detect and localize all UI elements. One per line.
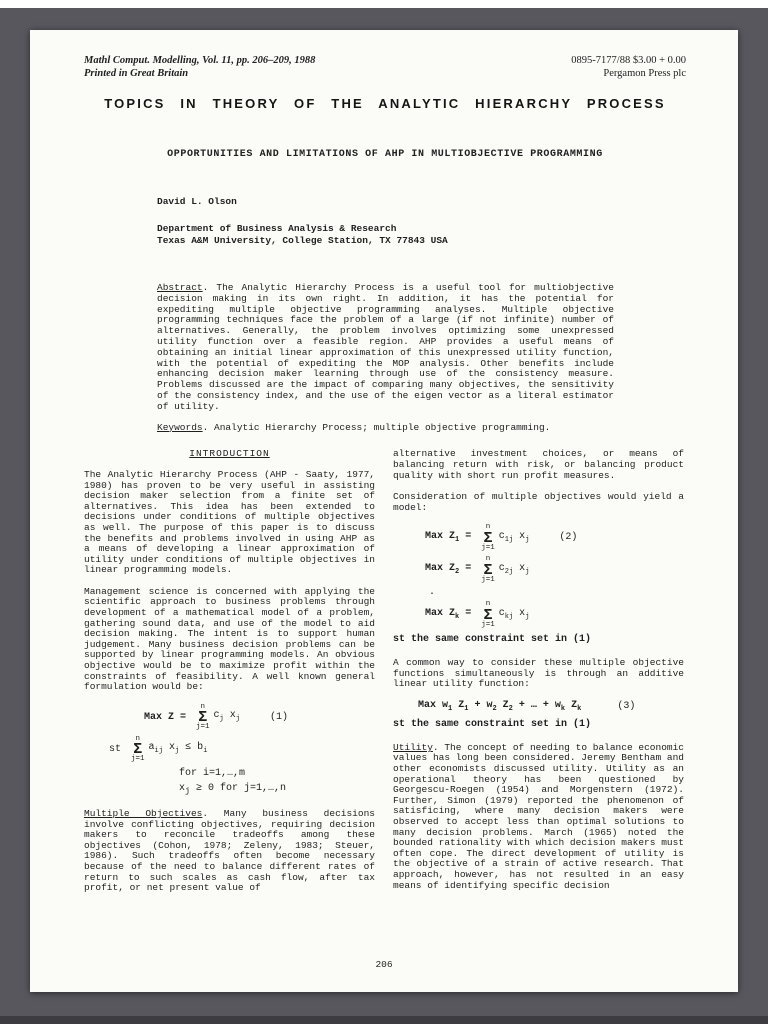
constraint-rhs: $a_{ij}$ $x_j \le b_i$ [148, 742, 208, 756]
journal-issn-publisher [571, 54, 686, 80]
page-gap-shadow [0, 1016, 768, 1024]
journal-issn: 0895-7177/88 $3.00 + 0.00 [571, 55, 686, 66]
journal-header [84, 54, 686, 80]
equation-2b-rhs: $c_{2j}$ $x_j$ [498, 562, 530, 576]
equation-2a-lhs: Max $Z_1$ = [425, 530, 472, 544]
summation-symbol: n Σ j=1 [481, 600, 495, 629]
summation-symbol: n Σ j=1 [481, 523, 495, 552]
equation-2a [425, 524, 684, 552]
multiobjective-model-paragraph: Consideration of multiple objectives would yield a model: [393, 491, 684, 513]
page-number: 206 [375, 959, 393, 970]
additive-utility-paragraph: A common way to consider these multiple objective functions simultaneously is through an additive linear utility function: [393, 656, 684, 690]
equation-2b [425, 556, 684, 584]
nonnegativity-line: $x_j \ge 0$ for j=1,…,n [179, 783, 287, 797]
equation-2-number: (2) [559, 532, 578, 544]
equation-2c-rhs: $c_{kj}$ $x_j$ [498, 607, 530, 621]
equation-1-rhs: $c_j$ $x_j$ [213, 710, 240, 724]
viewer-below-page [0, 1004, 768, 1024]
affiliation-department: Department of Business Analysis & Research [157, 223, 397, 234]
intro-paragraph-1: The Analytic Hierarchy Process (AHP - Saaty, 1977, 1980) has proven to be very useful in assisting decision maker selection from a finite set of alternatives. This idea has been extended to decisions under conditions of multiple objectives as well. The purpose of this paper is to discuss the benefits and problems involved in using AHP as a means of developing a linear approximation of utility under conditions of multiple objectives in linear programming models. [84, 468, 375, 576]
paper-title: TOPICS IN THEORY OF THE ANALYTIC HIERARCHY PROCESS [104, 96, 666, 111]
author-name: David L. Olson [157, 196, 237, 207]
keywords-text: . Analytic Hierarchy Process; multiple objective programming. [202, 421, 551, 433]
utility-text: . The concept of needing to balance economic values has long been considered. Jeremy Bentham and other economists discussed utility. Utility as an operational theory has been questioned by Georgescu-Roegen (1954) and Morgenstern (1972). Further, Simon (1979) reported the phenomenon of satisficing, where many decision makers were observed to accept less than optimal solutions to many decision problems. March (1965) noted the bounded rationality with which decision makers must often cope. The direct development of utility is the objective of a strain of active research. That approach, however, has not resulted in an easy means of identifying specific decision [393, 741, 684, 891]
summation-symbol: n Σ j=1 [131, 734, 145, 764]
journal-printed-in: Printed in Great Britain [84, 68, 189, 79]
equation-3 [418, 701, 684, 715]
summation-symbol: n Σ j=1 [196, 702, 210, 732]
keywords-label: Keywords [157, 421, 203, 433]
paper-subtitle: OPPORTUNITIES AND LIMITATIONS OF AHP IN MULTIOBJECTIVE PROGRAMMING [167, 149, 603, 160]
right-column [393, 449, 684, 904]
multiple-objectives-text: . Many business decisions involve conflicting objectives, requiring decision makers to reconcile tradeoffs among these objectives (Cohon, 1978; Zeleny, 1983; Steuer, 1986). Such tradeoffs often become necessary because of the need to balance different rates of return to such scales as cash flow, after tax profit, or net present value of [84, 808, 375, 894]
abstract-paragraph [157, 283, 614, 413]
introduction-heading: INTRODUCTION [189, 448, 270, 460]
keywords-line [157, 423, 614, 434]
viewer-top-strip [0, 0, 768, 8]
author-affiliation [157, 223, 686, 247]
equation-2-constraint: st the same constraint set in (1) [393, 634, 592, 646]
equation-3-body: Max $w_1$ $Z_1 + w_2$ $Z_2$ + … + $w_k$ $Z_k$ [418, 699, 582, 713]
equation-1-lhs: Max Z = [144, 711, 187, 723]
document-viewer [0, 8, 768, 1024]
equation-2c [425, 601, 684, 629]
equation-1-number: (1) [269, 711, 288, 723]
multiple-objectives-label: Multiple Objectives [84, 808, 203, 820]
summation-symbol: n Σ j=1 [481, 555, 495, 584]
journal-citation: Mathl Comput. Modelling, Vol. 11, pp. 206–209, 1988 [84, 55, 316, 66]
equation-2c-lhs: Max $Z_k$ = [425, 607, 472, 621]
affiliation-university: Texas A&M University, College Station, TX 77843 USA [157, 235, 448, 246]
journal-publisher: Pergamon Press plc [603, 68, 686, 79]
continuation-paragraph: alternative investment choices, or means of balancing return with risk, or balancing product quality with short run profit measures. [393, 448, 684, 481]
equation-2a-rhs: $c_{1j}$ $x_j$ [498, 530, 530, 544]
st-label: st [109, 743, 122, 755]
journal-info [84, 54, 315, 80]
equation-1 [144, 704, 375, 732]
utility-paragraph [393, 743, 684, 891]
multiple-objectives-paragraph [84, 809, 375, 894]
paper-page [30, 30, 738, 992]
equation-block-1 [84, 704, 375, 797]
equation-block-2 [393, 524, 684, 646]
left-column [84, 449, 375, 904]
equation-3-number: (3) [617, 701, 636, 713]
abstract-label: Abstract [157, 282, 203, 293]
equation-1-constraint [109, 736, 375, 764]
intro-paragraph-2: Management science is concerned with applying the scientific approach to business problems through development of a mathematical model of a problem, gathering sound data, and use of the model to aid decision making. The intent is to support human judgement. Many business decision problems can be supported by linear programming models. An obvious objective would be to maximize profit within the constraints of feasibility. A well known general formulation would be: [84, 585, 375, 693]
equation-block-3 [393, 701, 684, 731]
vertical-ellipsis: . [429, 587, 436, 599]
equation-2b-lhs: Max $Z_2$ = [425, 562, 472, 576]
utility-label: Utility [393, 741, 433, 753]
two-column-body [84, 449, 686, 904]
index-range-line: for i=1,…,m [179, 767, 246, 779]
abstract-text: . The Analytic Hierarchy Process is a useful tool for multiobjective decision making in its own right. In addition, it has the potential for expediting multiple objective programming analyses. Multiple objective programming techniques face the problem of a large (if not infinite) number of alternatives. Generally, the problem involves optimizing some unexpressed utility function over a feasible region. AHP provides a useful means of obtaining an initial linear approximation of this unexpressed utility function, with the potential of expediting the MOP analysis. Other benefits include enhancing decision maker learning through use of the consistency measure. Problems discussed are the impact of comparing many objectives, the sensitivity of the consistency index, and the use of the eigen vector as a literal estimator of utility. [157, 282, 614, 412]
equation-3-constraint: st the same constraint set in (1) [393, 719, 592, 731]
